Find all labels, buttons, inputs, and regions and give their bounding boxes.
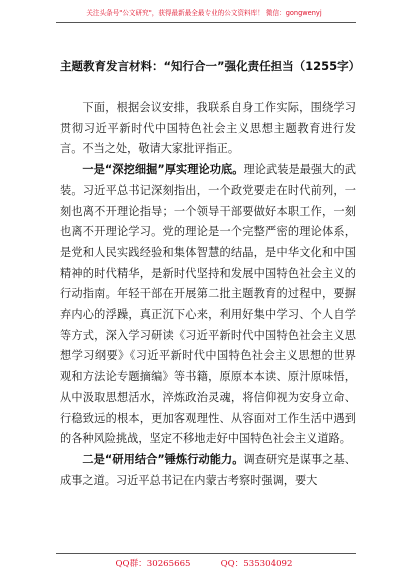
qq-number: 535304092 xyxy=(243,559,293,569)
header-notice: 关注头条号"公文研究"，获得最新最全最专业的公文资料库！ 微信：gongwenyj xyxy=(86,9,322,17)
header-divider xyxy=(56,22,356,23)
qq-label: QQ： xyxy=(220,559,244,569)
section-2-text: 调查研究是谋事之基、成事之道。习近平总书记在内蒙古考察时强调，要大 xyxy=(60,452,356,487)
section-1-text: 理论武装是最强大的武装。习近平总书记深刻指出，一个政党要走在时代前列，一刻也离不开理论指导；一个领导干部要做好本职工作，一刻也离不开理论学习。党的理论是一个完整严密的理论体系，是党和人民实践经验和集体智慧的结晶，是中华文化和中国精神的时代精华，是新时代坚持和发展中国特色社会主义的行动指南。年轻干部在开展第二批主题教育的过程中，要摒弃内心的浮躁，真正沉下心来，利用好集中学习、个人自学等方式，深入学习研读《习近平新时代中国特色社会主义思想学习纲要》《习近平新时代中国特色社会主义思想的世界观和方法论专题摘编》等书籍，原原本本读、原汁原味悟，从中汲取思想活水，淬炼政治灵魂，将信仰视为安身立命、行稳致远的根本，更加客观理性、从容面对工作生活中遇到的各种风险挑战，坚定不移地走好中国特色社会主义道路。 xyxy=(60,163,356,446)
section-1-heading: 一是“深挖细掘”厚实理论功底。 xyxy=(82,163,244,177)
section-2-paragraph xyxy=(60,450,356,491)
qq-group-number: 30265665 xyxy=(146,559,191,569)
qq-group-label: QQ群： xyxy=(115,559,147,569)
intro-paragraph: 下面，根据会议安排，我联系自身工作实际，围绕学习贯彻习近平新时代中国特色社会主义思想主题教育进行发言。不当之处，敬请大家批评指正。 xyxy=(60,101,356,156)
section-1-paragraph xyxy=(60,160,356,450)
footer-divider xyxy=(56,553,356,554)
footer-contact xyxy=(0,557,408,569)
section-2-heading: 二是“研用结合”锤炼行动能力。 xyxy=(82,452,244,466)
document-body xyxy=(60,98,356,491)
document-title: 主题教育发言材料：“知行合一”强化责任担当（1255字） xyxy=(60,59,361,73)
